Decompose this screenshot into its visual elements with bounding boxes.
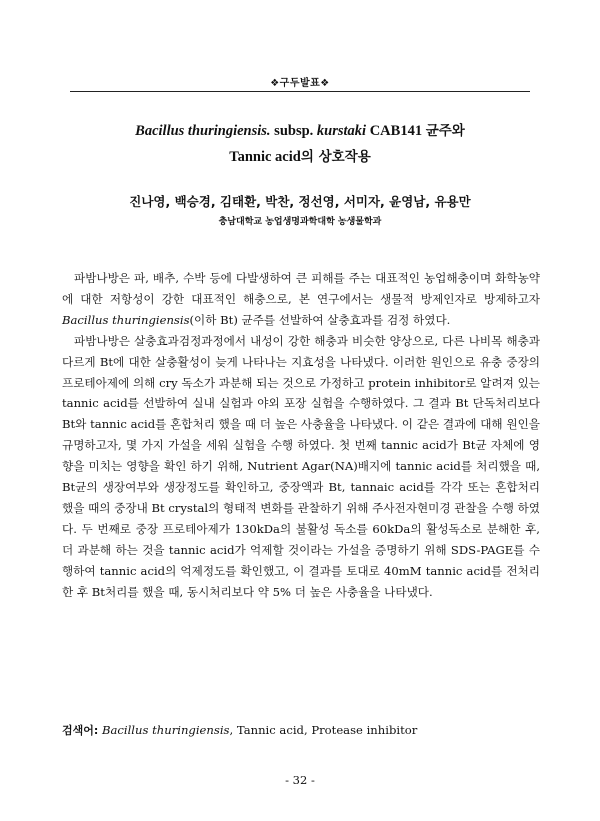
title-subsp: subsp. xyxy=(270,123,317,139)
keywords-italic: Bacillus thuringiensis xyxy=(101,723,230,737)
title-line2-en: Tannic acid xyxy=(229,149,301,165)
abstract xyxy=(62,268,540,603)
section-label: ❖구두발표❖ xyxy=(270,78,330,89)
title-line-2 xyxy=(40,144,560,170)
keywords xyxy=(62,722,540,738)
title-strain: kurstaki xyxy=(316,123,367,139)
affiliation: 충남대학교 농업생명과학대학 농생물학과 xyxy=(218,217,382,227)
title-line-1 xyxy=(40,118,560,144)
keywords-rest: , Tannic acid, Protease inhibitor xyxy=(229,723,418,737)
paper-title xyxy=(40,118,560,170)
abstract-p1-b: (이하 Bt) 균주를 선발하여 살충효과를 검정 하였다. xyxy=(189,312,451,327)
title-strain-code: CAB141 xyxy=(366,123,426,139)
title-species: Bacillus thuringiensis. xyxy=(135,123,271,139)
header-rule xyxy=(70,91,530,92)
abstract-p1-a: 파밤나방은 파, 배추, 수박 등에 다발생하여 큰 피해를 주는 대표적인 농업해충이며 화학농약에 대한 저항성이 강한 대표적인 해충으로, 본 연구에서는 생물적 방제인자로 방제하고자 xyxy=(62,271,540,306)
keywords-label: 검색어: xyxy=(62,724,99,737)
title-line1-tail: 균주와 xyxy=(425,123,465,139)
abstract-paragraph-2: 파밤나방은 살충효과검정과정에서 내성이 강한 해충과 비슷한 양상으로, 다른 나비목 해충과 다르게 Bt에 대한 살충활성이 늦게 나타나는 지효성을 나타냈다. 이러한 원인으로 유충 중장의 프로테아제에 의해 cry 독소가 과분해 되는 것으로 가정하고 protein inhibitor로 알려져 있는 tannic acid를 선발하여 실내 실험과 야외 포장 실험을 수행하였다. 그 결과 Bt 단독처리보다 Bt와 tannic acid를 혼합처리 했을 때 더 높은 사충율을 나타냈다. 이 같은 결과에 대해 원인을 규명하고자, 몇 가지 가설을 세워 실험을 수행 하였다. 첫 번째 tannic acid가 Bt균 자체에 영향을 미치는 영향을 확인 하기 위해, Nutrient Agar(NA)배지에 tannic acid를 처리했을 때, Bt균의 생장여부와 생장정도를 확인하고, 중장액과 Bt, tannaic acid를 각각 또는 혼합처리 했을 때의 중장내 Bt crystal의 형태적 변화를 관찰하기 위해 주사전자현미경 관찰을 수행 하였다. 두 번째로 중장 프로테아제가 130kDa의 불활성 독소를 60kDa의 활성독소로 분해한 후, 더 과분해 하는 것을 tannic acid가 억제할 것이라는 가설을 증명하기 위해 SDS-PAGE를 수행하여 tannic acid의 억제정도를 확인했고, 이 결과를 토대로 40mM tannic acid를 전처리 한 후 Bt처리를 했을 때, 동시처리보다 약 5% 더 높은 사충율을 나타냈다. xyxy=(62,333,541,599)
author-list: 진나영, 백승경, 김태환, 박찬, 정선영, 서미자, 윤영남, 유용만 xyxy=(129,194,471,209)
abstract-p1-italic: Bacillus thuringiensis xyxy=(62,312,190,327)
title-line2-kor: 의 상호작용 xyxy=(300,149,371,165)
page-number: - 32 - xyxy=(285,773,315,787)
abstract-paragraph-1 xyxy=(62,268,540,331)
